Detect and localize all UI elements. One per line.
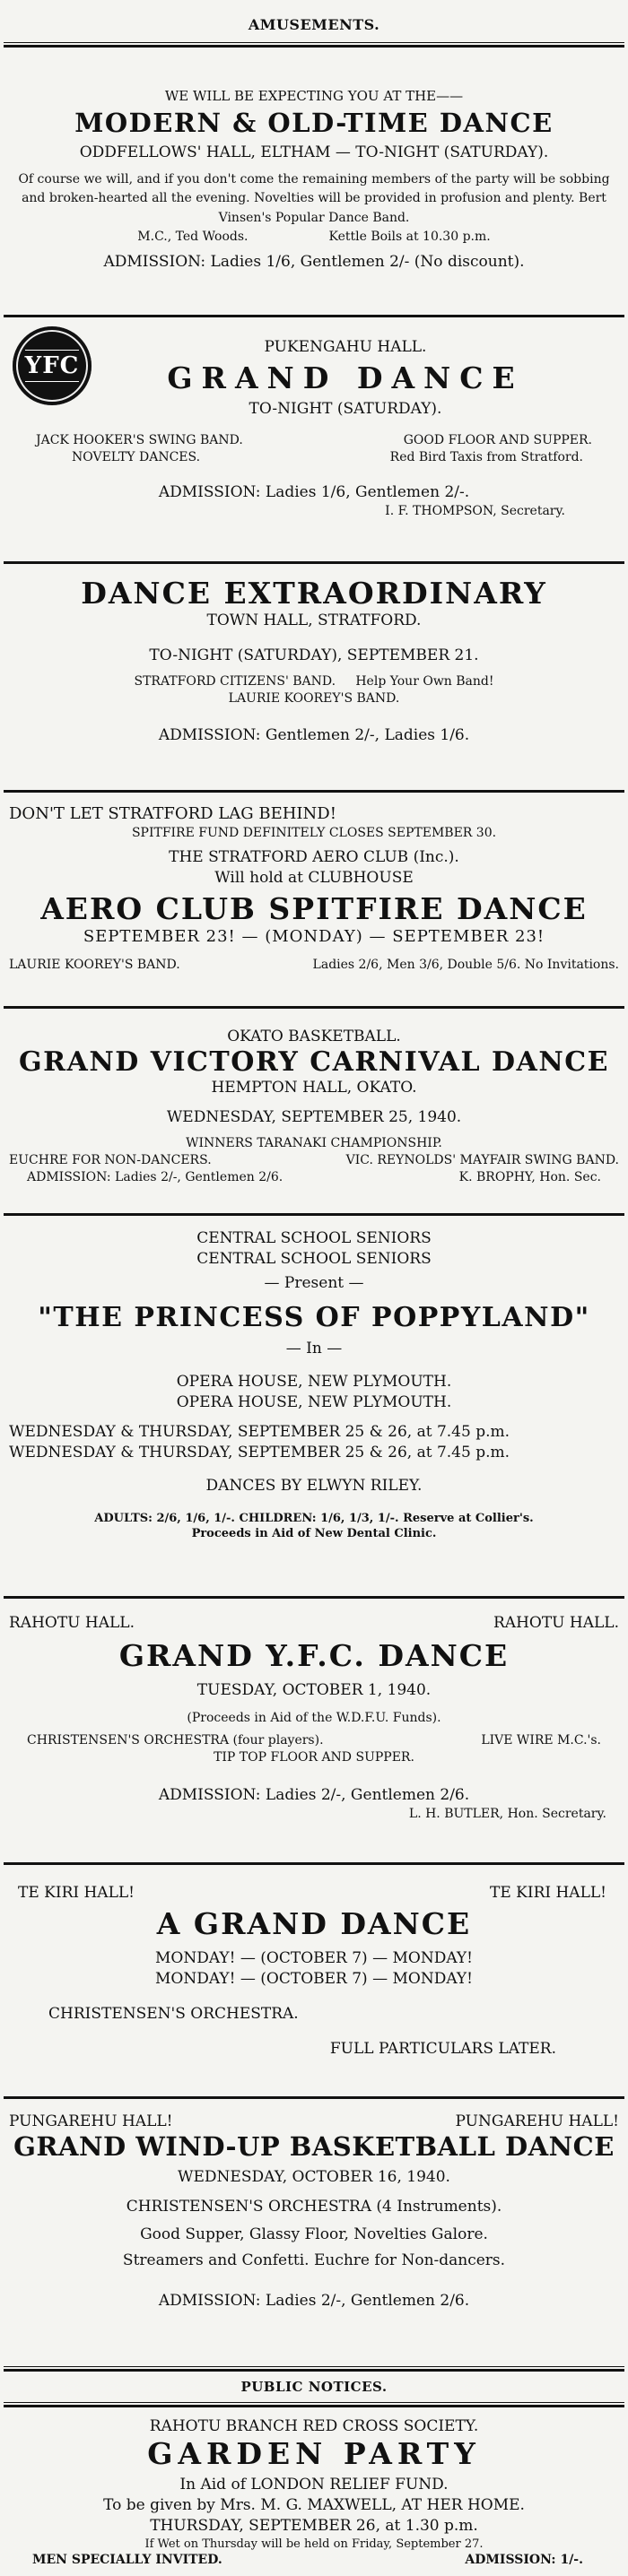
ad-intro: WE WILL BE EXPECTING YOU AT THE—— — [164, 88, 464, 104]
ad-line — [9, 449, 619, 466]
ad-fund: SPITFIRE FUND DEFINITELY CLOSES SEPTEMBER 30. — [131, 826, 497, 841]
ad-te-kiri-dance — [4, 1865, 624, 2095]
ad-band: CHRISTENSEN'S ORCHESTRA (four players). — [27, 1732, 324, 1748]
ad-aero-club-dance — [4, 793, 624, 1004]
ad-headline: GRAND Y.F.C. DANCE — [118, 1637, 510, 1673]
ad-dates: WEDNESDAY & THURSDAY, SEPTEMBER 25 & 26, at 7.45 p.m. — [9, 1423, 510, 1442]
ad-band: CHRISTENSEN'S ORCHESTRA. — [48, 2004, 299, 2023]
ad-when-repeat: MONDAY! — (OCTOBER 7) — MONDAY! — [154, 1969, 473, 1988]
ad-mc-line — [9, 229, 619, 246]
ad-given: To be given by Mrs. M. G. MAXWELL, AT HER HOME. — [103, 2495, 525, 2514]
ad-later: FULL PARTICULARS LATER. — [329, 2039, 556, 2058]
ad-venue: OPERA HOUSE, NEW PLYMOUTH. — [176, 1373, 452, 1392]
ad-halls — [9, 1613, 619, 1634]
ad-org-repeat: CENTRAL SCHOOL SENIORS — [196, 1249, 432, 1268]
ad-men: MEN SPECIALLY INVITED. — [32, 2553, 222, 2568]
ad-club: THE STRATFORD AERO CLUB (Inc.). — [169, 848, 459, 867]
ad-kettle: Kettle Boils at 10.30 p.m. — [328, 229, 491, 244]
ad-hall-right: RAHOTU HALL. — [493, 1614, 619, 1632]
ad-dates-repeat: WEDNESDAY & THURSDAY, SEPTEMBER 25 & 26, at 7.45 p.m. — [9, 1444, 510, 1462]
ad-line — [9, 673, 619, 690]
ad-venue-repeat: OPERA HOUSE, NEW PLYMOUTH. — [176, 1393, 452, 1412]
ad-headline: AERO CLUB SPITFIRE DANCE — [40, 891, 588, 927]
ad-org: OKATO BASKETBALL. — [227, 1028, 401, 1045]
ad-when: WEDNESDAY, OCTOBER 16, 1940. — [178, 2168, 450, 2187]
ad-when: TO-NIGHT (SATURDAY), SEPTEMBER 21. — [149, 646, 479, 664]
ad-pukengahu-dance — [4, 317, 624, 559]
ad-when: TO-NIGHT (SATURDAY). — [249, 399, 442, 418]
ad-when: MONDAY! — (OCTOBER 7) — MONDAY! — [154, 1948, 473, 1967]
ad-hall: PUKENGAHU HALL. — [264, 338, 427, 356]
ad-band: LAURIE KOOREY'S BAND. — [9, 958, 180, 973]
ad-proceeds: Proceeds in Aid of New Dental Clinic. — [191, 1527, 437, 1541]
ad-prices: Ladies 2/6, Men 3/6, Double 5/6. No Invitations. — [312, 958, 619, 973]
ad-headline: GARDEN PARTY — [147, 2435, 481, 2471]
ad-princess-of-poppyland — [4, 1216, 624, 1594]
ad-admission: ADMISSION: Ladies 2/-, Gentlemen 2/6. — [158, 1786, 470, 1805]
ad-hall-right: PUNGAREHU HALL! — [455, 2112, 619, 2130]
ad-headline — [9, 361, 619, 395]
ad-halls — [9, 2112, 619, 2132]
ad-mcs: LIVE WIRE M.C.'s. — [481, 1732, 601, 1748]
ad-hold: Will hold at CLUBHOUSE — [214, 869, 414, 888]
ad-when: THURSDAY, SEPTEMBER 26, at 1.30 p.m. — [150, 2516, 478, 2535]
ad-hall-left: TE KIRI HALL! — [18, 1884, 135, 1902]
ad-line — [9, 432, 619, 449]
divider — [4, 2402, 624, 2407]
ad-venue: ODDFELLOWS' HALL, ELTHAM — TO-NIGHT (SATURDAY). — [79, 143, 549, 161]
ad-band: STRATFORD CITIZENS' BAND. — [134, 673, 336, 689]
ad-oddfellows-dance — [4, 51, 624, 313]
divider — [4, 2366, 624, 2372]
ad-org: CENTRAL SCHOOL SENIORS — [196, 1229, 432, 1247]
ad-admission: ADMISSION: Ladies 2/-, Gentlemen 2/6. — [27, 1170, 283, 1185]
ad-org: RAHOTU BRANCH RED CROSS SOCIETY. — [149, 2417, 479, 2435]
ad-headline-text: GRAND DANCE — [167, 360, 524, 395]
ad-line — [9, 957, 619, 974]
ad-venue: TOWN HALL, STRATFORD. — [206, 611, 422, 629]
ad-secretary: I. F. THOMPSON, Secretary. — [385, 503, 565, 518]
ad-present: — Present — — [264, 1273, 364, 1292]
ad-garden-party — [4, 2411, 624, 2576]
ad-in: — In — — [285, 1340, 343, 1358]
ad-proceeds: (Proceeds in Aid of the W.D.F.U. Funds). — [187, 1710, 441, 1725]
divider — [4, 42, 624, 48]
ad-band: VIC. REYNOLDS' MAYFAIR SWING BAND. — [345, 1153, 619, 1168]
ad-dance-extraordinary — [4, 564, 624, 788]
ad-band: JACK HOOKER'S SWING BAND. — [36, 432, 243, 447]
ad-sec: K. BROPHY, Hon. Sec. — [458, 1170, 601, 1185]
ad-admission: ADMISSION: Ladies 1/6, Gentlemen 2/-. — [158, 482, 470, 501]
ad-line — [9, 1732, 619, 1749]
ad-taxis: Red Bird Taxis from Stratford. — [389, 449, 583, 464]
ad-hall-left: PUNGAREHU HALL! — [9, 2112, 173, 2130]
ad-floor: TIP TOP FLOOR AND SUPPER. — [214, 1749, 414, 1765]
ad-aid: In Aid of LONDON RELIEF FUND. — [179, 2475, 449, 2494]
ad-when: TUESDAY, OCTOBER 1, 1940. — [196, 1680, 432, 1699]
ad-halls — [9, 1883, 619, 1904]
ad-dates: SEPTEMBER 23! — (MONDAY) — SEPTEMBER 23! — [83, 927, 545, 946]
ad-admission: ADMISSION: Ladies 1/6, Gentlemen 2/- (No discount). — [103, 253, 525, 272]
ad-headline: GRAND WIND-UP BASKETBALL DANCE — [13, 2130, 615, 2162]
ad-supper: Good Supper, Glassy Floor, Novelties Galore. — [140, 2225, 488, 2244]
ad-pungarehu-dance — [4, 2099, 624, 2363]
ad-line — [9, 2552, 619, 2569]
section-heading-amusements: AMUSEMENTS. — [248, 16, 380, 33]
ad-admission: ADMISSION: Ladies 2/-, Gentlemen 2/6. — [158, 2292, 470, 2311]
ad-body: Of course we will, and if you don't come the remaining members of the party will be sobbing and broken-hearted all the evening. Novelties will be provided in profusion and plenty. Bert Vinsen's Popular Dance Band. — [18, 171, 610, 225]
ad-admission: ADMISSION: 1/-. — [465, 2553, 583, 2568]
newspaper-page — [4, 0, 624, 2576]
yfc-emblem-icon — [13, 326, 92, 405]
ad-winners: WINNERS TARANAKI CHAMPIONSHIP. — [186, 1136, 442, 1151]
ad-line — [9, 1169, 619, 1186]
ad-headline: "THE PRINCESS OF POPPYLAND" — [38, 1301, 590, 1333]
ad-hall-left: RAHOTU HALL. — [9, 1614, 135, 1632]
ad-mc: M.C., Ted Woods. — [137, 229, 249, 244]
ad-venue: HEMPTON HALL, OKATO. — [211, 1079, 417, 1097]
ad-prices: ADULTS: 2/6, 1/6, 1/-. CHILDREN: 1/6, 1/3, 1/-. Reserve at Collier's. — [94, 1511, 534, 1525]
ad-headline: MODERN & OLD-TIME DANCE — [74, 108, 554, 139]
ad-lead: DON'T LET STRATFORD LAG BEHIND! — [9, 804, 336, 823]
yfc-emblem-text: YFC — [25, 350, 80, 382]
ad-euchre: EUCHRE FOR NON-DANCERS. — [9, 1153, 212, 1168]
ad-hall-right: TE KIRI HALL! — [490, 1884, 606, 1902]
ad-headline: A GRAND DANCE — [156, 1905, 472, 1941]
ad-floor: GOOD FLOOR AND SUPPER. — [403, 432, 592, 447]
ad-wet: If Wet on Thursday will be held on Friday, September 27. — [144, 2537, 484, 2551]
ad-line — [9, 1152, 619, 1169]
ad-when: WEDNESDAY, SEPTEMBER 25, 1940. — [166, 1108, 462, 1127]
ad-okato-carnival-dance — [4, 1009, 624, 1211]
ad-headline: DANCE EXTRAORDINARY — [81, 576, 547, 611]
ad-headline: GRAND VICTORY CARNIVAL DANCE — [19, 1045, 609, 1078]
ad-admission: ADMISSION: Gentlemen 2/-, Ladies 1/6. — [158, 725, 470, 744]
ad-streamers: Streamers and Confetti. Euchre for Non-dancers. — [122, 2251, 506, 2270]
ad-rahotu-yfc-dance — [4, 1599, 624, 1860]
ad-novelty: NOVELTY DANCES. — [72, 449, 201, 464]
section-heading-public-notices: PUBLIC NOTICES. — [240, 2379, 388, 2395]
ad-band-2: LAURIE KOOREY'S BAND. — [228, 690, 400, 706]
ad-dances: DANCES BY ELWYN RILEY. — [205, 1477, 423, 1495]
ad-secretary: L. H. BUTLER, Hon. Secretary. — [408, 1807, 606, 1822]
ad-help: Help Your Own Band! — [355, 673, 494, 689]
ad-band: CHRISTENSEN'S ORCHESTRA (4 Instruments). — [126, 2198, 502, 2216]
